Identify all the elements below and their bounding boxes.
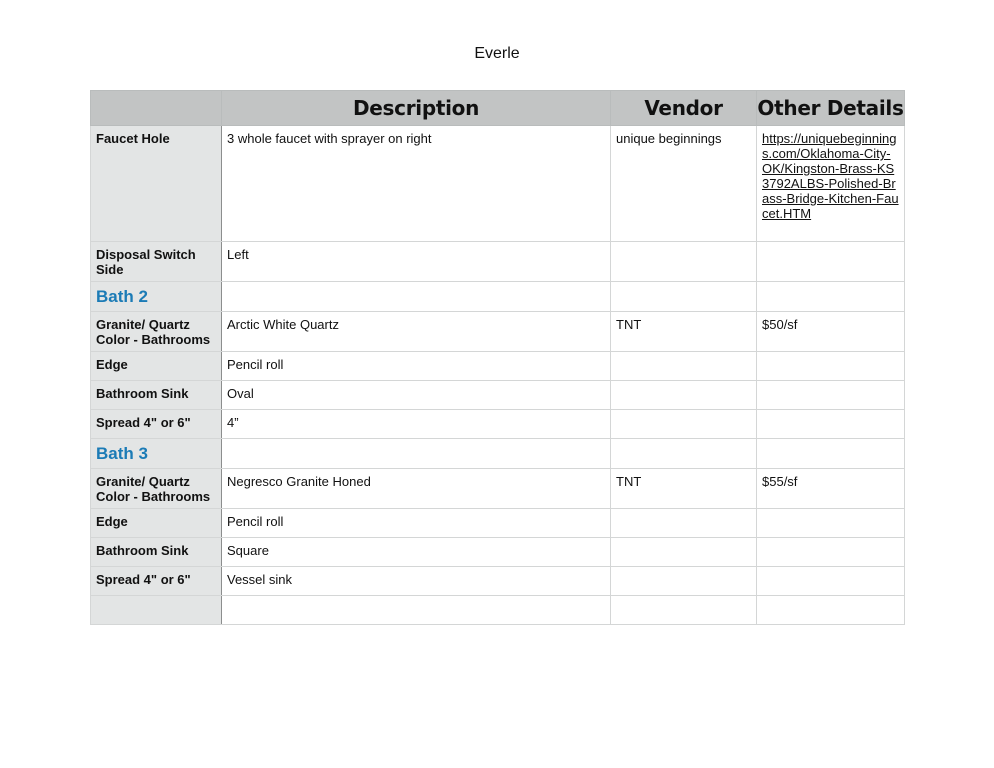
vendor-cell[interactable] bbox=[611, 282, 757, 312]
vendor-cell[interactable] bbox=[611, 352, 757, 381]
vendor-cell[interactable] bbox=[611, 596, 757, 625]
section-heading: Bath 3 bbox=[91, 439, 222, 469]
vendor-cell[interactable] bbox=[611, 410, 757, 439]
description-cell[interactable]: Vessel sink bbox=[222, 567, 611, 596]
table-row bbox=[91, 567, 905, 596]
table-row bbox=[91, 242, 905, 282]
vendor-cell[interactable]: TNT bbox=[611, 469, 757, 509]
header-blank bbox=[91, 91, 222, 126]
description-cell[interactable]: 4” bbox=[222, 410, 611, 439]
table-row bbox=[91, 381, 905, 410]
table-row bbox=[91, 509, 905, 538]
vendor-cell[interactable]: TNT bbox=[611, 312, 757, 352]
description-cell[interactable]: 3 whole faucet with sprayer on right bbox=[222, 126, 611, 242]
row-label: Granite/ Quartz Color - Bathrooms bbox=[91, 469, 222, 509]
row-label: Faucet Hole bbox=[91, 126, 222, 242]
table-row bbox=[91, 538, 905, 567]
description-cell[interactable] bbox=[222, 282, 611, 312]
details-cell[interactable] bbox=[757, 509, 905, 538]
table-row bbox=[91, 469, 905, 509]
vendor-cell[interactable] bbox=[611, 439, 757, 469]
description-cell[interactable]: Pencil roll bbox=[222, 352, 611, 381]
details-cell[interactable] bbox=[757, 352, 905, 381]
row-label: Bathroom Sink bbox=[91, 381, 222, 410]
description-cell[interactable]: Pencil roll bbox=[222, 509, 611, 538]
section-row bbox=[91, 439, 905, 469]
header-vendor: Vendor bbox=[611, 91, 757, 126]
details-cell[interactable] bbox=[757, 242, 905, 282]
description-cell[interactable]: Square bbox=[222, 538, 611, 567]
details-cell[interactable] bbox=[757, 538, 905, 567]
details-cell[interactable]: $55/sf bbox=[757, 469, 905, 509]
row-label: Disposal Switch Side bbox=[91, 242, 222, 282]
details-cell[interactable]: $50/sf bbox=[757, 312, 905, 352]
vendor-cell[interactable] bbox=[611, 242, 757, 282]
vendor-cell[interactable] bbox=[611, 567, 757, 596]
document-title: Everle bbox=[474, 45, 520, 62]
table-row bbox=[91, 352, 905, 381]
table-row bbox=[91, 126, 905, 242]
table-row bbox=[91, 312, 905, 352]
header-other-details: Other Details bbox=[757, 91, 905, 126]
details-cell[interactable] bbox=[757, 282, 905, 312]
specification-table bbox=[90, 90, 905, 625]
section-row bbox=[91, 282, 905, 312]
faucet-link[interactable]: https://uniquebeginnings.com/Oklahoma-City-OK/Kingston-Brass-KS3792ALBS-Polished-Brass-Bridge-Kitchen-Faucet.HTM bbox=[762, 131, 899, 221]
details-cell[interactable] bbox=[757, 439, 905, 469]
description-cell[interactable]: Negresco Granite Honed bbox=[222, 469, 611, 509]
description-cell[interactable] bbox=[222, 596, 611, 625]
row-label: Granite/ Quartz Color - Bathrooms bbox=[91, 312, 222, 352]
row-label bbox=[91, 596, 222, 625]
vendor-cell[interactable] bbox=[611, 509, 757, 538]
header-description: Description bbox=[222, 91, 611, 126]
row-label: Edge bbox=[91, 352, 222, 381]
table-header-row bbox=[91, 91, 905, 126]
section-heading: Bath 2 bbox=[91, 282, 222, 312]
description-cell[interactable]: Arctic White Quartz bbox=[222, 312, 611, 352]
table-row bbox=[91, 410, 905, 439]
row-label: Spread 4" or 6" bbox=[91, 410, 222, 439]
vendor-cell[interactable] bbox=[611, 381, 757, 410]
details-cell[interactable] bbox=[757, 596, 905, 625]
vendor-cell[interactable]: unique beginnings bbox=[611, 126, 757, 242]
table-row bbox=[91, 596, 905, 625]
details-cell[interactable] bbox=[757, 567, 905, 596]
row-label: Spread 4" or 6" bbox=[91, 567, 222, 596]
details-cell[interactable] bbox=[757, 126, 905, 242]
details-cell[interactable] bbox=[757, 381, 905, 410]
description-cell[interactable] bbox=[222, 439, 611, 469]
row-label: Bathroom Sink bbox=[91, 538, 222, 567]
description-cell[interactable]: Oval bbox=[222, 381, 611, 410]
details-cell[interactable] bbox=[757, 410, 905, 439]
description-cell[interactable]: Left bbox=[222, 242, 611, 282]
vendor-cell[interactable] bbox=[611, 538, 757, 567]
row-label: Edge bbox=[91, 509, 222, 538]
